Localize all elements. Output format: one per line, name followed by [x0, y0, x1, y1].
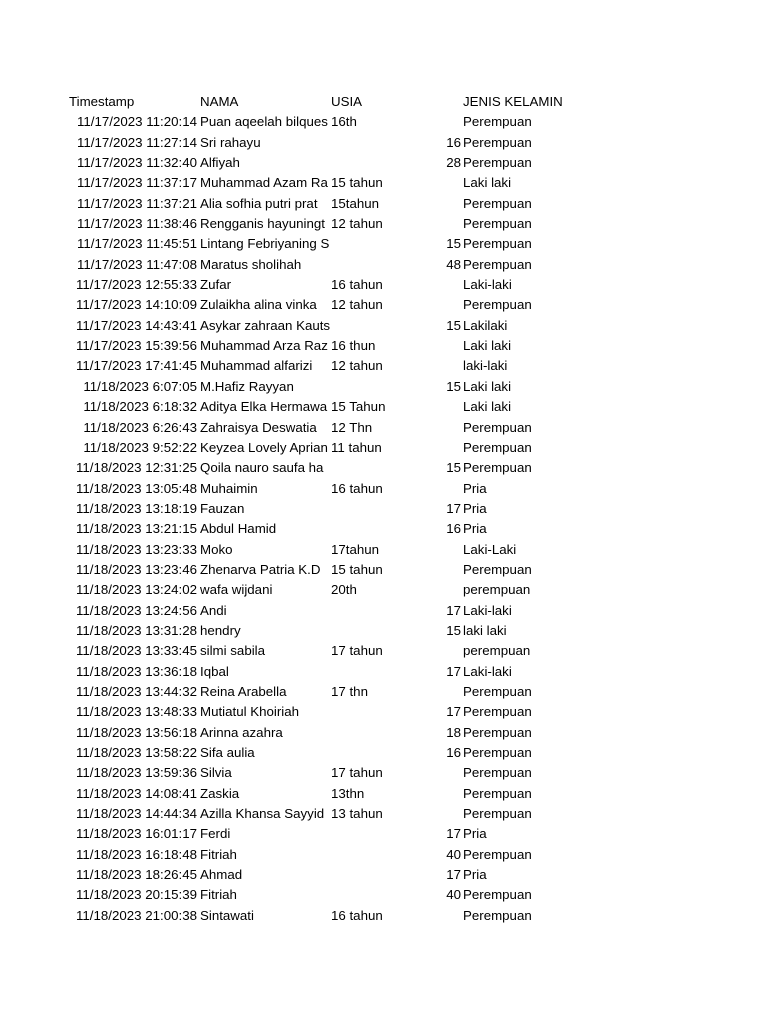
cell-usia: 18 [446, 724, 461, 740]
table-row [0, 499, 768, 519]
cell-timestamp: 11/18/2023 13:23:33 [75, 541, 197, 557]
cell-timestamp: 11/18/2023 16:01:17 [75, 826, 197, 842]
cell-nama: Sintawati [200, 907, 254, 923]
table-row [0, 438, 768, 458]
cell-usia: 17 [446, 867, 461, 883]
cell-jenis-kelamin: Laki-Laki [463, 541, 517, 557]
cell-jenis-kelamin: perempuan [463, 643, 531, 659]
cell-jenis-kelamin: Perempuan [463, 887, 532, 903]
cell-timestamp: 11/17/2023 11:37:17 [76, 175, 197, 191]
cell-jenis-kelamin: Pria [463, 867, 487, 883]
cell-jenis-kelamin: Perempuan [463, 216, 532, 232]
cell-jenis-kelamin: Perempuan [463, 236, 532, 252]
cell-nama: Puan aqeelah bilques [200, 114, 328, 130]
cell-jenis-kelamin: Perempuan [463, 297, 532, 313]
cell-nama: Arinna azahra [200, 724, 283, 740]
table-row [0, 519, 768, 539]
cell-nama: wafa wijdani [200, 582, 273, 598]
table-row [0, 845, 768, 865]
cell-jenis-kelamin: Perempuan [463, 907, 532, 923]
cell-jenis-kelamin: Perempuan [463, 704, 532, 720]
cell-timestamp: 11/18/2023 13:21:15 [75, 521, 197, 537]
cell-jenis-kelamin: Laki-laki [463, 663, 512, 679]
cell-usia: 15 tahun [331, 175, 383, 191]
cell-usia: 17 [446, 663, 461, 679]
cell-nama: Sri rahayu [200, 134, 261, 150]
table-row [0, 316, 768, 336]
cell-usia: 16 thun [331, 338, 376, 354]
cell-nama: Ferdi [200, 826, 231, 842]
cell-timestamp: 11/17/2023 11:38:46 [76, 216, 197, 232]
table-row [0, 580, 768, 600]
header-usia: USIA [331, 94, 363, 109]
table-body [0, 112, 768, 926]
cell-usia: 15 [446, 378, 461, 394]
cell-nama: Muhammad alfarizi [200, 358, 313, 374]
cell-nama: Qoila nauro saufa ha [200, 460, 324, 476]
cell-timestamp: 11/18/2023 9:52:22 [83, 439, 197, 455]
cell-usia: 17 [446, 500, 461, 516]
table-row [0, 112, 768, 132]
cell-timestamp: 11/17/2023 17:41:45 [75, 358, 197, 374]
cell-jenis-kelamin: Perempuan [463, 114, 532, 130]
cell-jenis-kelamin: Pria [463, 826, 487, 842]
cell-timestamp: 11/17/2023 11:20:14 [76, 114, 197, 130]
cell-jenis-kelamin: Perempuan [463, 256, 532, 272]
cell-nama: Fauzan [200, 500, 245, 516]
cell-jenis-kelamin: Perempuan [463, 419, 532, 435]
table-row [0, 295, 768, 315]
table-row [0, 214, 768, 234]
table-row [0, 885, 768, 905]
header-timestamp: Timestamp [69, 94, 135, 109]
cell-timestamp: 11/17/2023 11:47:08 [76, 256, 197, 272]
cell-usia: 12 tahun [331, 297, 383, 313]
cell-nama: Aditya Elka Hermawa [200, 399, 328, 415]
cell-nama: Muhaimin [200, 480, 258, 496]
cell-usia: 16 tahun [331, 277, 383, 293]
cell-nama: Zufar [200, 277, 232, 293]
cell-usia: 16 [446, 521, 461, 537]
cell-nama: Abdul Hamid [200, 521, 277, 537]
cell-usia: 15 [446, 236, 461, 252]
table-row [0, 194, 768, 214]
header-jenis-kelamin: JENIS KELAMIN [463, 94, 563, 109]
cell-jenis-kelamin: Laki laki [463, 175, 512, 191]
cell-timestamp: 11/18/2023 13:44:32 [75, 683, 197, 699]
table-row [0, 458, 768, 478]
cell-jenis-kelamin: Pria [463, 521, 487, 537]
cell-timestamp: 11/18/2023 13:36:18 [75, 663, 197, 679]
table-row [0, 865, 768, 885]
cell-usia: 15tahun [331, 195, 380, 211]
cell-usia: 13thn [331, 785, 365, 801]
cell-jenis-kelamin: Perempuan [463, 195, 532, 211]
table-row [0, 723, 768, 743]
cell-timestamp: 11/18/2023 13:48:33 [75, 704, 197, 720]
cell-timestamp: 11/18/2023 13:59:36 [75, 765, 197, 781]
cell-jenis-kelamin: Perempuan [463, 785, 532, 801]
table-row [0, 377, 768, 397]
header-row [0, 92, 768, 112]
table-row [0, 662, 768, 682]
cell-timestamp: 11/18/2023 13:31:28 [75, 622, 197, 638]
cell-jenis-kelamin: Perempuan [463, 460, 532, 476]
table-row [0, 418, 768, 438]
table-row [0, 234, 768, 254]
cell-usia: 28 [446, 155, 461, 171]
cell-nama: Sifa aulia [200, 745, 255, 760]
cell-usia: 13 tahun [331, 806, 383, 822]
cell-timestamp: 11/18/2023 6:26:43 [83, 419, 197, 435]
table-row [0, 397, 768, 417]
cell-usia: 16th [331, 114, 357, 130]
cell-usia: 17 [446, 602, 461, 618]
cell-nama: Muhammad Azam Ra [200, 175, 328, 191]
cell-timestamp: 11/18/2023 6:07:05 [83, 378, 197, 394]
cell-jenis-kelamin: Laki-laki [463, 602, 512, 618]
table-row [0, 601, 768, 621]
cell-timestamp: 11/18/2023 6:18:32 [83, 399, 197, 415]
cell-timestamp: 11/18/2023 20:15:39 [75, 887, 197, 903]
cell-usia: 15 Tahun [331, 399, 386, 415]
header-nama: NAMA [200, 94, 239, 109]
cell-jenis-kelamin: Perempuan [463, 806, 532, 822]
cell-timestamp: 11/17/2023 12:55:33 [75, 277, 197, 293]
cell-timestamp: 11/18/2023 13:33:45 [75, 643, 197, 659]
cell-jenis-kelamin: Perempuan [463, 683, 532, 699]
cell-nama: Mutiatul Khoiriah [200, 704, 300, 720]
cell-nama: hendry [200, 622, 241, 638]
cell-nama: Zhenarva Patria K.D [200, 561, 321, 577]
table-row [0, 743, 768, 763]
cell-timestamp: 11/18/2023 16:18:48 [75, 846, 197, 862]
cell-jenis-kelamin: Perempuan [463, 134, 532, 150]
table-row [0, 173, 768, 193]
cell-nama: silmi sabila [200, 643, 266, 659]
cell-usia: 15 [446, 622, 461, 638]
cell-usia: 16 tahun [331, 480, 383, 496]
cell-jenis-kelamin: perempuan [463, 582, 531, 598]
cell-jenis-kelamin: Perempuan [463, 439, 532, 455]
cell-usia: 15 tahun [331, 561, 383, 577]
cell-usia: 16 [446, 745, 461, 760]
table-row [0, 906, 768, 926]
cell-nama: Reina Arabella [200, 683, 287, 699]
cell-timestamp: 11/18/2023 14:44:34 [75, 806, 197, 822]
cell-timestamp: 11/17/2023 11:45:51 [76, 236, 197, 252]
table-row [0, 356, 768, 376]
cell-usia: 16 [446, 134, 461, 150]
spreadsheet-table [0, 92, 768, 926]
table-row [0, 275, 768, 295]
table-row [0, 560, 768, 580]
cell-usia: 40 [446, 887, 461, 903]
cell-jenis-kelamin: Perempuan [463, 765, 532, 781]
cell-jenis-kelamin: laki laki [463, 622, 507, 638]
cell-usia: 17 tahun [331, 765, 383, 781]
cell-nama: Iqbal [200, 663, 229, 679]
table-row [0, 336, 768, 356]
cell-jenis-kelamin: Laki-laki [463, 277, 512, 293]
table-row [0, 702, 768, 722]
table-row [0, 824, 768, 844]
cell-jenis-kelamin: Perempuan [463, 846, 532, 862]
cell-nama: Andi [200, 602, 227, 618]
cell-jenis-kelamin: Perempuan [463, 745, 532, 760]
cell-usia: 17 tahun [331, 643, 383, 659]
cell-jenis-kelamin: Pria [463, 480, 487, 496]
cell-nama: Alfiyah [200, 155, 240, 171]
cell-usia: 48 [446, 256, 461, 272]
cell-jenis-kelamin: Laki laki [463, 378, 512, 394]
cell-timestamp: 11/18/2023 13:24:02 [75, 582, 197, 598]
table-row [0, 153, 768, 173]
cell-jenis-kelamin: laki-laki [463, 358, 508, 374]
cell-timestamp: 11/18/2023 13:24:56 [75, 602, 197, 618]
cell-jenis-kelamin: Lakilaki [463, 317, 508, 333]
cell-nama: Ahmad [200, 867, 243, 883]
table-row [0, 540, 768, 560]
table-row [0, 682, 768, 702]
cell-nama: Keyzea Lovely Aprian [200, 439, 328, 455]
cell-nama: Muhammad Arza Raz [200, 338, 328, 354]
cell-jenis-kelamin: Perempuan [463, 561, 532, 577]
cell-timestamp: 11/17/2023 14:10:09 [75, 297, 197, 313]
cell-usia: 40 [446, 846, 461, 862]
cell-timestamp: 11/18/2023 13:05:48 [75, 480, 197, 496]
cell-timestamp: 11/18/2023 21:00:38 [75, 907, 197, 923]
cell-timestamp: 11/17/2023 14:43:41 [75, 317, 197, 333]
cell-usia: 17 [446, 704, 461, 720]
cell-nama: Alia sofhia putri prat [200, 195, 318, 211]
cell-nama: Zahraisya Deswatia [200, 419, 317, 435]
cell-jenis-kelamin: Perempuan [463, 724, 532, 740]
table-row [0, 621, 768, 641]
cell-nama: Fitriah [200, 887, 237, 903]
cell-jenis-kelamin: Pria [463, 500, 487, 516]
cell-timestamp: 11/18/2023 13:18:19 [75, 500, 197, 516]
cell-usia: 15 [446, 317, 461, 333]
table-row [0, 255, 768, 275]
cell-timestamp: 11/18/2023 13:58:22 [75, 745, 197, 760]
cell-jenis-kelamin: Laki laki [463, 338, 512, 354]
cell-usia: 17 [446, 826, 461, 842]
cell-nama: Azilla Khansa Sayyid [200, 806, 325, 822]
cell-timestamp: 11/18/2023 13:56:18 [75, 724, 197, 740]
cell-timestamp: 11/18/2023 18:26:45 [75, 867, 197, 883]
cell-nama: Lintang Febriyaning S [200, 236, 330, 252]
cell-usia: 15 [446, 460, 461, 476]
cell-jenis-kelamin: Perempuan [463, 155, 532, 171]
cell-usia: 17tahun [331, 541, 380, 557]
table-row [0, 133, 768, 153]
cell-nama: Zulaikha alina vinka [200, 297, 317, 313]
cell-usia: 12 Thn [331, 419, 373, 435]
cell-timestamp: 11/17/2023 11:37:21 [76, 195, 197, 211]
cell-usia: 12 tahun [331, 358, 383, 374]
cell-nama: Zaskia [200, 785, 240, 801]
cell-nama: Rengganis hayuningt [200, 216, 325, 232]
cell-usia: 20th [331, 582, 357, 598]
cell-usia: 12 tahun [331, 216, 383, 232]
cell-timestamp: 11/17/2023 11:27:14 [76, 134, 197, 150]
cell-usia: 17 thn [331, 683, 368, 699]
cell-timestamp: 11/18/2023 12:31:25 [75, 460, 197, 476]
table-row [0, 804, 768, 824]
table-row [0, 641, 768, 661]
cell-nama: Silvia [200, 765, 232, 781]
cell-timestamp: 11/17/2023 11:32:40 [76, 155, 197, 171]
table-row [0, 479, 768, 499]
cell-nama: Moko [200, 541, 233, 557]
table-row [0, 763, 768, 783]
cell-usia: 16 tahun [331, 907, 383, 923]
cell-timestamp: 11/18/2023 14:08:41 [75, 785, 197, 801]
cell-nama: Maratus sholihah [200, 256, 302, 272]
table-row [0, 784, 768, 804]
cell-timestamp: 11/18/2023 13:23:46 [75, 561, 197, 577]
cell-timestamp: 11/17/2023 15:39:56 [75, 338, 197, 354]
cell-nama: Asykar zahraan Kauts [200, 317, 330, 333]
cell-nama: M.Hafiz Rayyan [200, 378, 294, 394]
cell-jenis-kelamin: Laki laki [463, 399, 512, 415]
cell-nama: Fitriah [200, 846, 237, 862]
cell-usia: 11 tahun [331, 439, 382, 455]
